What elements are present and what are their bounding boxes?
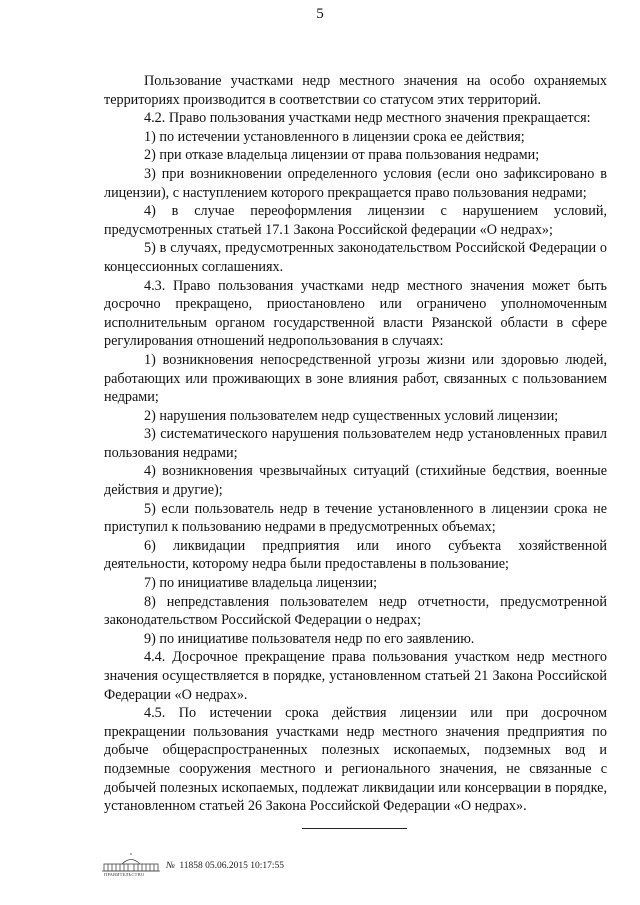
paragraph: 3) при возникновении определенного условия (если оно зафиксировано в лицензии), с наступлением которого прекращается право пользования недрами; (104, 165, 607, 201)
paragraph: 2) при отказе владельца лицензии от права пользования недрами; (144, 147, 540, 164)
document-body (104, 72, 607, 816)
paragraph: 4.5. По истечении срока действия лицензии или при досрочном прекращении пользования участками недр местного значения предприятия по добыче общераспространенных полезных ископаемых, подземных вод и подземные сооружения местного и регионального значения, не связанные с добычей полезных ископаемых, подлежат ликвидации или консервации в порядке, установленном статьей 26 Закона Российской Федерации «О недрах». (104, 705, 607, 815)
paragraph: 1) возникновения непосредственной угрозы жизни или здоровью людей, работающих или проживающих в зоне влияния работ, связанных с пользованием недрами; (104, 351, 607, 406)
paragraph: 5) если пользователь недр в течение установленного в лицензии срока не приступил к пользованию недрами в предусмотренных объемах; (104, 500, 607, 536)
paragraph: 8) непредставления пользователем недр отчетности, предусмотренной законодательством Российской Федерации о недрах; (104, 593, 607, 629)
paragraph: 4.3. Право пользования участками недр местного значения может быть досрочно прекращено, приостановлено или ограничено уполномоченным исполнительным органом государственной власти Рязанской области в сфере регулирования отношений недропользования в случаях: (104, 277, 607, 350)
logo-caption: ПРАВИТЕЛЬСТВО (104, 872, 145, 877)
document-number: 11858 (179, 861, 203, 871)
paragraph: 4.2. Право пользования участками недр местного значения прекращается: (144, 110, 591, 127)
signature-line (302, 828, 407, 829)
document-footer (100, 852, 400, 882)
paragraph: 4) возникновения чрезвычайных ситуаций (стихийные бедствия, военные действия и другие); (104, 463, 607, 499)
paragraph: 4.4. Досрочное прекращение права пользования участком недр местного значения осуществляется в порядке, установленном статьей 21 Закона Российской Федерации «О недрах». (104, 649, 607, 703)
number-sign: № (166, 861, 175, 871)
paragraph: 9) по инициативе пользователя недр по его заявлению. (144, 630, 475, 647)
paragraph: 4) в случае переоформления лицензии с нарушением условий, предусмотренных статьей 17.1 Закона Российской федерации «О недрах»; (104, 203, 607, 238)
paragraph: 7) по инициативе владельца лицензии; (144, 575, 378, 592)
document-datetime: 05.06.2015 10:17:55 (205, 861, 285, 871)
page-number: 5 (316, 6, 324, 22)
paragraph: 5) в случаях, предусмотренных законодательством Российской Федерации о концессионных соглашениях. (104, 240, 607, 275)
paragraph: 1) по истечении установленного в лицензии срока ее действия; (144, 128, 525, 145)
document-registration-stamp (166, 861, 284, 871)
paragraph: 6) ликвидации предприятия или иного субъекта хозяйственной деятельности, которому недра были предоставлены в пользование; (104, 537, 607, 573)
paragraph: Пользование участками недр местного значения на особо охраняемых территориях производится в соответствии со статусом этих территорий. (104, 73, 607, 108)
paragraph: 3) систематического нарушения пользователем недр установленных правил пользования недрами; (104, 426, 607, 461)
paragraph: 2) нарушения пользователем недр существенных условий лицензии; (144, 407, 559, 424)
